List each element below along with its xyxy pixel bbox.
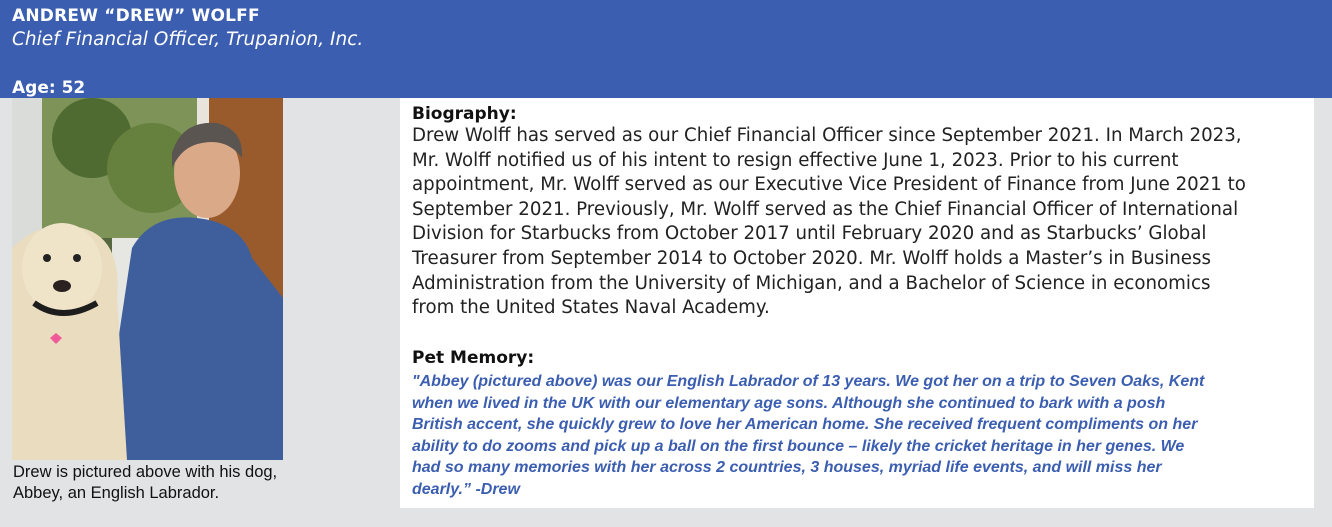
pet-memory-text [412,371,1204,501]
profile-photo [12,98,283,460]
bio-line: Division for Starbucks from October 2017 until February 2020 and as Starbucks’ Global [412,223,1207,245]
bio-line: Drew Wolff has served as our Chief Financial Officer since September 2021. In March 2023, [412,125,1242,146]
photo-caption [13,462,277,504]
biography-text [412,124,1246,321]
bio-line: Mr. Wolff notified us of his intent to resign effective June 1, 2023. Prior to his current [412,149,1179,171]
caption-line: Abbey, an English Labrador. [13,484,220,502]
profile-header [0,0,1332,98]
bio-line: September 2021. Previously, Mr. Wolff served as the Chief Financial Officer of International [412,198,1239,220]
caption-line: Drew is pictured above with his dog, [13,463,278,481]
bio-line: Administration from the University of Michigan, and a Bachelor of Science in economics [412,272,1211,294]
memory-line: ability to do zooms and pick up a ball on the first bounce – likely the cricket heritage in her genes. We [412,437,1185,455]
memory-line: "Abbey (pictured above) was our English Labrador of 13 years. We got her on a trip to Seven Oaks, Kent [412,373,1205,390]
person-age: Age: 52 [12,78,86,98]
bio-line: from the United States Naval Academy. [412,297,770,319]
bio-line: appointment, Mr. Wolff served as our Executive Vice President of Finance from June 2021 to [412,174,1246,196]
memory-line: had so many memories with her across 2 countries, 3 houses, myriad life events, and will miss her [412,459,1162,477]
content-panel [400,98,1314,508]
memory-line: dearly.” -Drew [412,480,520,498]
memory-line: British accent, she quickly grew to love her American home. She received frequent compliments on her [412,416,1198,434]
biography-heading: Biography: [412,104,517,124]
memory-line: when we lived in the UK with our elementary age sons. Although she continued to bark with a posh [412,394,1166,412]
person-title: Chief Financial Officer, Trupanion, Inc. [12,29,364,50]
bio-line: Treasurer from September 2014 to October 2020. Mr. Wolff holds a Master’s in Business [412,247,1211,269]
pet-memory-heading: Pet Memory: [412,348,535,368]
person-name: ANDREW “DREW” WOLFF [12,6,260,26]
